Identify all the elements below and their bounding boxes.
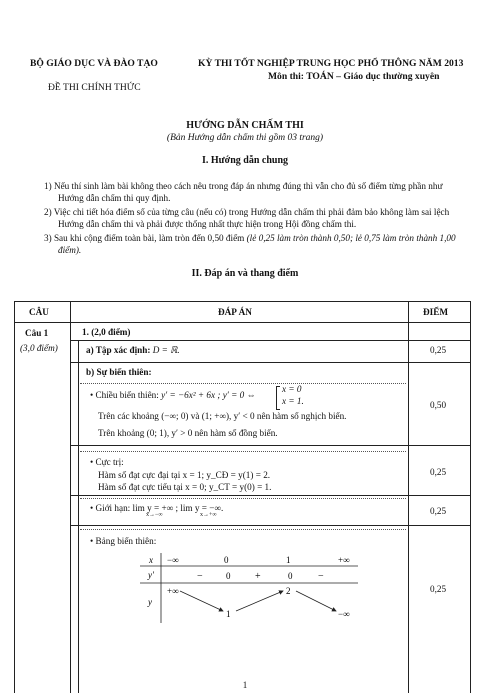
step-b-derivative: y′ = −6x² + 6x ; y′ = 0 ⇔ — [161, 390, 256, 400]
bbt-x-val-2: 0 — [224, 555, 229, 565]
guide-item-3 — [44, 232, 468, 256]
score-e: 0,25 — [430, 584, 447, 594]
col-header-score: ĐIỂM — [423, 307, 449, 317]
score-d: 0,25 — [430, 506, 447, 516]
step-a-math: D = ℝ. — [152, 345, 180, 355]
bbt-y-val-1: +∞ — [167, 586, 179, 596]
step-b-label: b) Sự biến thiên: — [86, 367, 152, 377]
limit-sub-2: x→+∞ — [200, 512, 217, 518]
step-a — [86, 344, 180, 357]
bbt-yp-val-3: + — [255, 571, 261, 582]
official-exam-label: ĐỀ THI CHÍNH THỨC — [48, 82, 141, 93]
step-b-monotonic-label: • Chiều biến thiên: — [90, 390, 162, 400]
score-b: 0,50 — [430, 400, 447, 410]
ministry-name: BỘ GIÁO DỤC VÀ ĐÀO TẠO — [30, 58, 158, 69]
guide-item-1: 1) Nếu thí sinh làm bài không theo cách nêu trong đáp án nhưng đúng thì vẫn cho đủ số điểm từng phần như Hướng dẫn chấm thi quy định. — [44, 181, 443, 203]
bbt-yp-val-2: 0 — [226, 571, 231, 581]
step-c-heading: • Cực trị: — [90, 457, 124, 467]
step-b-increasing: Trên khoảng (0; 1), y′ > 0 nên hàm số đồng biến. — [98, 428, 278, 438]
question-1-points: (3,0 điểm) — [20, 343, 58, 353]
bbt-y-val-3: 2 — [286, 586, 291, 596]
step-d-limits: • Giới hạn: lim y = +∞ ; lim y = −∞. — [90, 503, 224, 513]
step-b-decreasing: Trên các khoảng (−∞; 0) và (1; +∞), y′ < 0 nên hàm số nghịch biến. — [98, 411, 347, 421]
doc-title: HƯỚNG DẪN CHẤM THI — [186, 120, 304, 131]
guide-item-3-main: 3) Sau khi cộng điểm toàn bài, làm tròn đến 0,50 điểm — [44, 233, 247, 243]
section-answers-scores: II. Đáp án và thang điểm — [191, 268, 299, 279]
bbt-x-val-1: −∞ — [167, 555, 179, 565]
bbt-yp-val-5: − — [318, 571, 324, 582]
bbt-y-val-4: −∞ — [338, 609, 350, 619]
bbt-x-val-4: +∞ — [338, 555, 350, 565]
bbt-yp-val-1: − — [197, 571, 203, 582]
question-1-label: Câu 1 — [25, 328, 49, 338]
score-c: 0,25 — [430, 467, 447, 477]
step-a-label: a) Tập xác định: — [86, 345, 151, 355]
page-number: 1 — [242, 680, 248, 690]
col-header-question: CÂU — [29, 307, 49, 317]
exam-subject: Môn thi: TOÁN – Giáo dục thường xuyên — [268, 71, 440, 82]
bbt-x-label: x — [149, 555, 153, 565]
col-header-answer: ĐÁP ÁN — [218, 307, 252, 317]
bbt-yp-label: y′ — [148, 570, 154, 580]
bbt-y-val-2: 1 — [226, 609, 231, 619]
variation-table — [140, 553, 365, 625]
step-c-max: Hàm số đạt cực đại tại x = 1; y_CĐ = y(1) = 2. — [98, 470, 271, 480]
step-b-monotonic — [90, 389, 256, 402]
bbt-arrow-up — [236, 591, 283, 611]
step-e-heading: • Bảng biến thiên: — [90, 536, 157, 546]
exam-title: KỲ THI TỐT NGHIỆP TRUNG HỌC PHỔ THÔNG NĂM 2013 — [198, 58, 464, 69]
doc-subtitle: (Bản Hướng dẫn chấm thi gồm 03 trang) — [166, 133, 324, 143]
limit-sub-1: x→−∞ — [146, 512, 163, 518]
step-c-min: Hàm số đạt cực tiểu tại x = 0; y_CT = y(0) = 1. — [98, 482, 272, 492]
bbt-x-val-3: 1 — [286, 555, 291, 565]
bbt-yp-val-4: 0 — [288, 571, 293, 581]
score-a: 0,25 — [430, 345, 447, 355]
guide-item-3-note: (lẻ 0,25 làm tròn thành 0,50; lẻ 0,75 làm tròn thành 1,00 điểm). — [58, 233, 456, 255]
section-general-guide: I. Hướng dẫn chung — [201, 155, 288, 166]
part-1-heading: 1. (2,0 điểm) — [82, 327, 131, 337]
critical-point-2: x = 1. — [282, 396, 304, 406]
bbt-arrow-down-2 — [296, 591, 336, 611]
bbt-arrow-down-1 — [180, 591, 223, 611]
guide-item-2: 2) Việc chi tiết hóa điểm số của từng câu (nếu có) trong Hướng dẫn chấm thi phải đảm bảo không làm sai lệch Hướng dẫn chấm thi và phải được thống nhất thực hiện trong Hội đồng chấm thi. — [44, 207, 450, 229]
critical-point-1: x = 0 — [282, 384, 302, 394]
bbt-y-label: y — [148, 597, 152, 607]
